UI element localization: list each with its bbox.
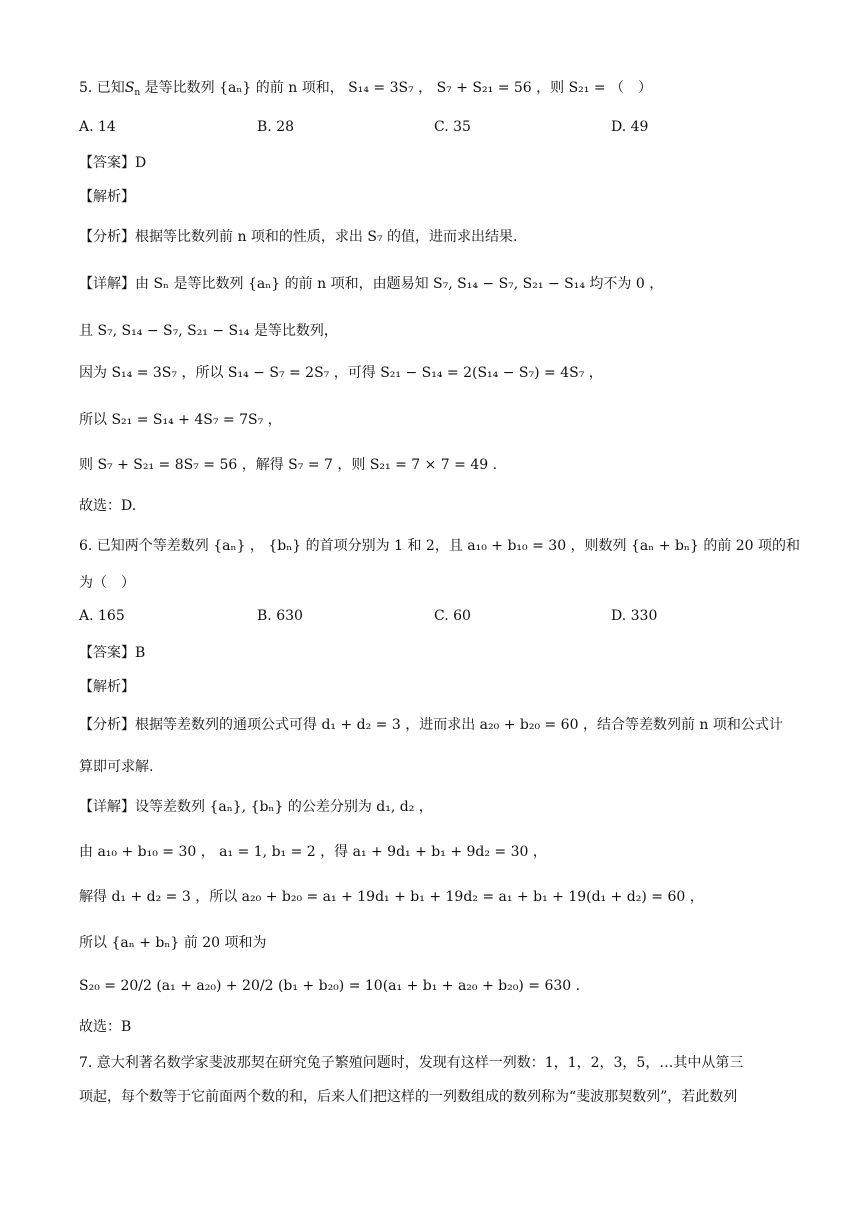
q5-option-a: A. 14: [79, 119, 116, 135]
q5-stem-symbol: $S_n$: [124, 80, 141, 98]
q7-stem-line-1: 7. 意大利著名数学家斐波那契在研究兔子繁殖问题时，发现有这样一列数：1，1，2，3，5，…其中从第三: [79, 1055, 744, 1071]
q6-answer: 【答案】B: [79, 645, 146, 661]
q5-detail-line-5: 则 S₇ + S₂₁ = 8S₇ = 56 ，解得 S₇ = 7 ，则 S₂₁ = 7 × 7 = 49 .: [79, 457, 498, 473]
q6-stem-line-1: 6. 已知两个等差数列 {aₙ} ， {bₙ} 的首项分别为 1 和 2，且 a₁₀ + b₁₀ = 30 ，则数列 {aₙ + bₙ} 的前 20 项的和: [79, 538, 801, 554]
q5-detail-line-4: 所以 S₂₁ = S₁₄ + 4S₇ = 7S₇ ，: [79, 412, 282, 428]
q5-option-c: C. 35: [434, 119, 471, 135]
q5-detail-line-1: 【详解】由 Sₙ 是等比数列 {aₙ} 的前 n 项和，由题易知 S₇, S₁₄ − S₇, S₂₁ − S₁₄ 均不为 0 ，: [79, 276, 664, 292]
q6-detail-line-4: 所以 {aₙ + bₙ} 前 20 项和为: [79, 935, 267, 951]
q6-analysis-line-2: 算即可求解.: [79, 759, 154, 775]
q5-detail-line-3: 因为 S₁₄ = 3S₇ ，所以 S₁₄ − S₇ = 2S₇ ，可得 S₂₁ − S₁₄ = 2(S₁₄ − S₇) = 4S₇ ，: [79, 365, 603, 381]
q6-detail-line-3: 解得 d₁ + d₂ = 3 ，所以 a₂₀ + b₂₀ = a₁ + 19d₁ + b₁ + 19d₂ = a₁ + b₁ + 19(d₁ + d₂) = 60 ，: [79, 889, 704, 905]
q5-detail-line-2: 且 S₇, S₁₄ − S₇, S₂₁ − S₁₄ 是等比数列，: [79, 323, 338, 339]
q5-jiexi-label: 【解析】: [79, 189, 135, 205]
q5-stem: [79, 78, 652, 103]
q6-options: [79, 608, 779, 628]
q6-jiexi-label: 【解析】: [79, 679, 135, 695]
q5-answer: 【答案】D: [79, 155, 147, 171]
q6-option-c: C. 60: [434, 608, 471, 624]
q6-analysis-line-1: 【分析】根据等差数列的通项公式可得 d₁ + d₂ = 3 ，进而求出 a₂₀ + b₂₀ = 60 ，结合等差数列前 n 项和公式计: [79, 717, 783, 733]
q5-analysis: 【分析】根据等比数列前 n 项和的性质，求出 S₇ 的值，进而求出结果.: [79, 229, 518, 245]
q6-option-d: D. 330: [611, 608, 658, 624]
q6-option-a: A. 165: [79, 608, 125, 624]
q5-stem-text: 是等比数列 {aₙ} 的前 n 项和， S₁₄ = 3S₇ ， S₇ + S₂₁ = 56 ，则 S₂₁ = （ ）: [140, 80, 653, 96]
q5-conclusion: 故选：D.: [79, 498, 137, 514]
q7-stem-line-2: 项起，每个数等于它前面两个数的和，后来人们把这样的一列数组成的数列称为“斐波那契数列”，若此数列: [79, 1089, 738, 1105]
q6-option-b: B. 630: [257, 608, 303, 624]
q5-option-d: D. 49: [611, 119, 649, 135]
q6-detail-line-5: S₂₀ = 20/2 (a₁ + a₂₀) + 20/2 (b₁ + b₂₀) = 10(a₁ + b₁ + a₂₀ + b₂₀) = 630 .: [79, 978, 581, 994]
q6-conclusion: 故选：B: [79, 1019, 132, 1035]
q5-options: [79, 119, 779, 139]
q5-option-b: B. 28: [257, 119, 295, 135]
q5-stem-number: 5. 已知: [79, 80, 125, 96]
q6-stem-line-2: 为（ ）: [79, 575, 135, 591]
q6-detail-line-2: 由 a₁₀ + b₁₀ = 30 ， a₁ = 1, b₁ = 2 ，得 a₁ + 9d₁ + b₁ + 9d₂ = 30 ，: [79, 844, 547, 860]
q6-detail-line-1: 【详解】设等差数列 {aₙ}, {bₙ} 的公差分别为 d₁, d₂ ，: [79, 799, 433, 815]
